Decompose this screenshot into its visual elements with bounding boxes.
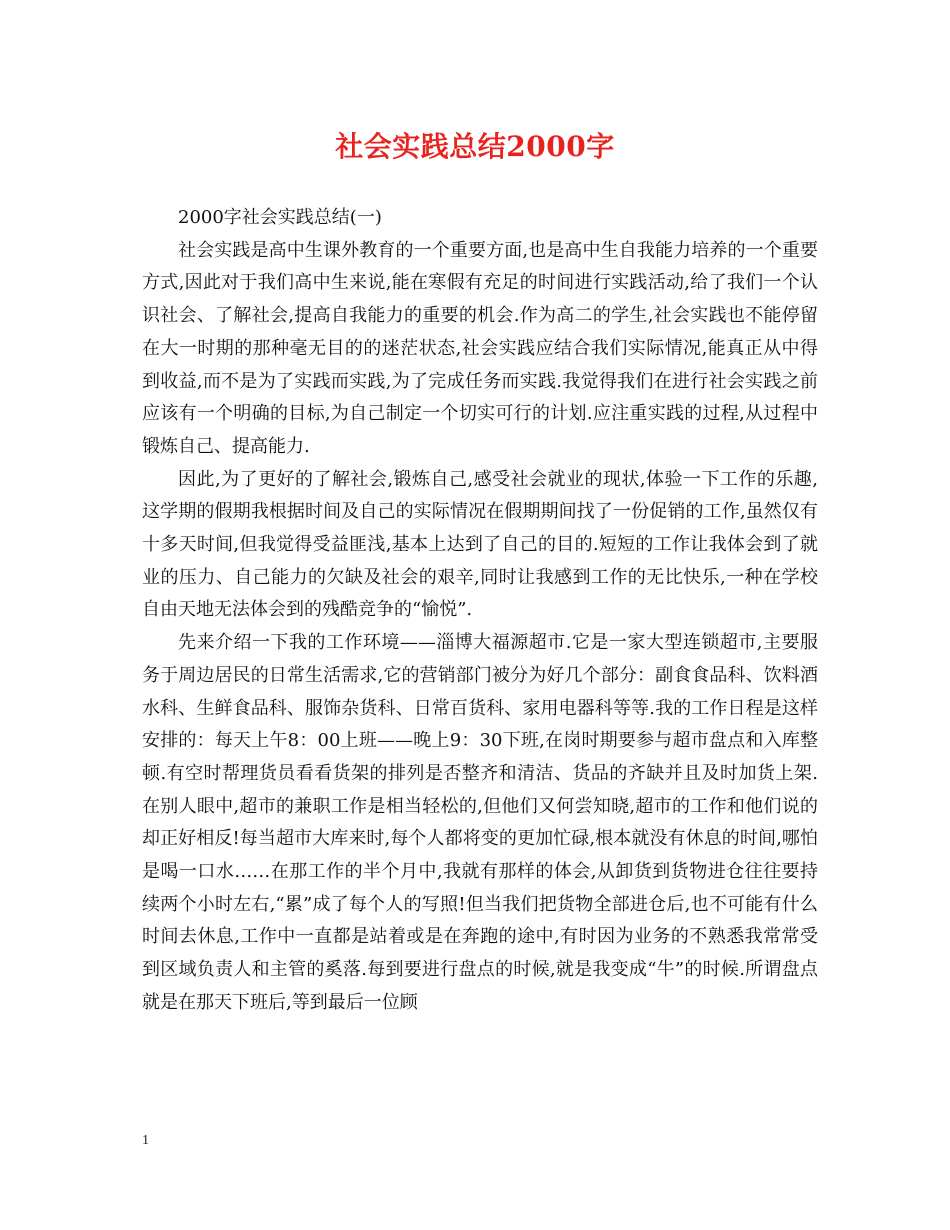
page-number: 1 [142,1133,149,1148]
paragraph: 因此,为了更好的了解社会,锻炼自己,感受社会就业的现状,体验一下工作的乐趣,这学期的假期我根据时间及自己的实际情况在假期期间找了一份促销的工作,虽然仅有十多天时间,但我觉得受益匪浅,基本上达到了自己的目的.短短的工作让我体会到了就业的压力、自己能力的欠缺及社会的艰辛,同时让我感到工作的无比快乐,一种在学校自由天地无法体会到的残酷竞争的“愉悦”. [142,468,818,621]
section-heading: 2000字社会实践总结(一) [178,207,382,228]
document-title: 社会实践总结2000字 [335,130,615,163]
paragraph: 先来介绍一下我的工作环境——淄博大福源超市.它是一家大型连锁超市,主要服务于周边居民的日常生活需求,它的营销部门被分为好几个部分：副食食品科、饮料酒水科、生鲜食品科、服饰杂货科、日常百货科、家用电器科等等.我的工作日程是这样安排的：每天上午8：00上班——晚上9：30下班,在岗时期要参与超市盘点和入库整顿.有空时帮理货员看看货架的排列是否整齐和清洁、货品的齐缺并且及时加货上架.在别人眼中,超市的兼职工作是相当轻松的,但他们又何尝知晓,超市的工作和他们说的却正好相反!每当超市大库来时,每个人都将变的更加忙碌,根本就没有休息的时间,哪怕是喝一口水……在那工作的半个月中,我就有那样的体会,从卸货到货物进仓往往要持续两个小时左右,“累”成了每个人的写照!但当我们把货物全部进仓后,也不可能有什么时间去休息,工作中一直都是站着或是在奔跑的途中,有时因为业务的不熟悉我常常受到区域负责人和主管的奚落.每到要进行盘点的时候,就是我变成“牛”的时候.所谓盘点就是在那天下班后,等到最后一位顾 [142,632,818,1013]
paragraph: 社会实践是高中生课外教育的一个重要方面,也是高中生自我能力培养的一个重要方式,因此对于我们高中生来说,能在寒假有充足的时间进行实践活动,给了我们一个认识社会、了解社会,提高自我能力的重要的机会.作为高二的学生,社会实践也不能停留在大一时期的那种毫无目的的迷茫状态,社会实践应结合我们实际情况,能真正从中得到收益,而不是为了实践而实践,为了完成任务而实践.我觉得我们在进行社会实践之前应该有一个明确的目标,为自己制定一个切实可行的计划.应注重实践的过程,从过程中锻炼自己、提高能力. [142,239,818,457]
document-body [142,202,818,1020]
